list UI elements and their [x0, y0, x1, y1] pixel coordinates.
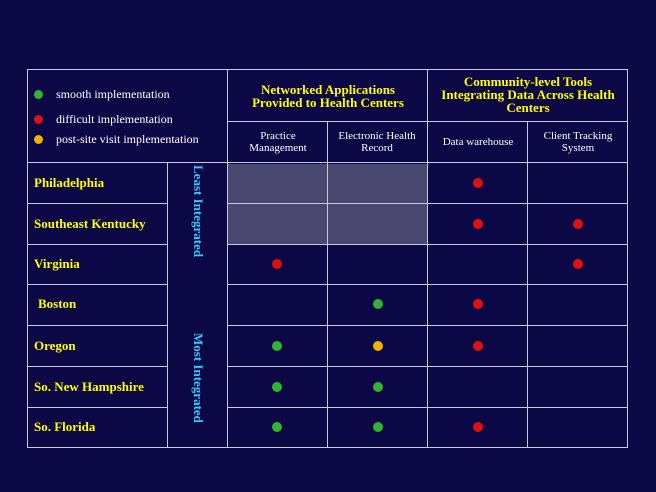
red-status-dot-icon [272, 259, 282, 269]
grid-line [228, 121, 628, 122]
legend-smooth [34, 87, 170, 102]
most-integrated-label: Most Integrated [191, 333, 206, 423]
legend-difficult [34, 112, 173, 127]
red-status-dot-icon [473, 219, 483, 229]
green-status-dot-icon [272, 422, 282, 432]
legend-label: smooth implementation [56, 87, 170, 101]
red-status-dot-icon [473, 422, 483, 432]
row-label-virginia: Virginia [34, 256, 80, 271]
grid-line [228, 244, 628, 245]
grid-line [427, 69, 428, 448]
legend-post-site [34, 132, 199, 147]
grid-line [527, 121, 528, 448]
red-dot-icon [34, 115, 43, 124]
green-status-dot-icon [272, 382, 282, 392]
legend-label: difficult implementation [56, 112, 173, 126]
grid-line [228, 407, 628, 408]
yellow-status-dot-icon [373, 341, 383, 351]
column-header-client-tracking-system: Client Tracking System [543, 130, 613, 154]
red-status-dot-icon [473, 299, 483, 309]
red-status-dot-icon [573, 259, 583, 269]
red-status-dot-icon [473, 178, 483, 188]
grid-line [228, 325, 628, 326]
yellow-dot-icon [34, 135, 43, 144]
green-status-dot-icon [373, 422, 383, 432]
row-label-southeast-kentucky: Southeast Kentucky [34, 216, 146, 231]
grid-line [227, 69, 228, 448]
red-status-dot-icon [473, 341, 483, 351]
green-dot-icon [34, 90, 43, 99]
grid-line [228, 203, 628, 204]
row-label-oregon: Oregon [34, 338, 76, 353]
row-label-philadelphia: Philadelphia [34, 175, 105, 190]
grid-line [228, 366, 628, 367]
legend-label: post-site visit implementation [56, 132, 199, 146]
row-label-boston: Boston [38, 296, 77, 311]
green-status-dot-icon [373, 382, 383, 392]
green-status-dot-icon [272, 341, 282, 351]
red-status-dot-icon [573, 219, 583, 229]
grid-line [228, 284, 628, 285]
header-networked-applications: Networked Applications Provided to Health Centers [252, 82, 404, 110]
least-integrated-label: Least Integrated [191, 165, 206, 258]
row-label-so-new-hampshire: So. New Hampshire [34, 379, 144, 394]
column-header-electronic-health-record: Electronic Health Record [338, 130, 416, 154]
grid-line [167, 162, 168, 448]
green-status-dot-icon [373, 299, 383, 309]
grid-line [327, 121, 328, 448]
row-label-so-florida: So. Florida [34, 419, 96, 434]
column-header-practice-management: Practice Management [249, 130, 307, 154]
column-header-data-warehouse: Data warehouse [442, 136, 514, 148]
header-community-tools: Community-level Tools Integrating Data Across Health Centers [441, 74, 615, 115]
